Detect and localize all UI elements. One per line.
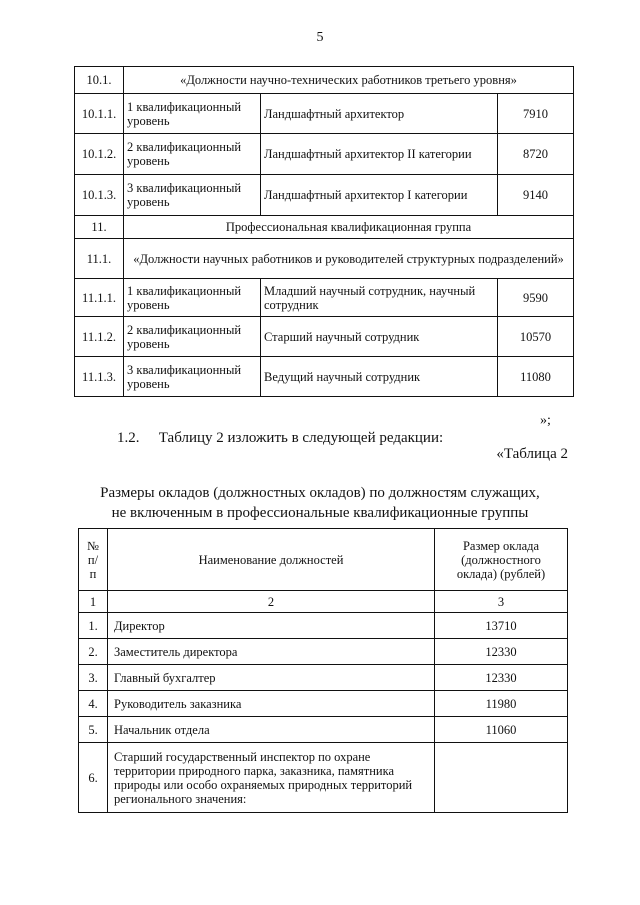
group-title: Профессиональная квалификационная группа [124,216,574,239]
group-row [75,239,574,279]
qualification-table [74,66,574,397]
salary-value: 11980 [435,691,568,717]
salary-value: 13710 [435,613,568,639]
position-name: Старший государственный инспектор по охране территории природного парка, заказника, памятника природы или особо охраняемых природных территорий регионального значения: [108,743,435,813]
coefficient-value: 9140 [498,175,574,216]
paragraph-text: Таблицу 2 изложить в следующей редакции: [158,430,444,446]
amendment-paragraph [117,430,443,447]
group-row [75,67,574,94]
row-number: 4. [79,691,108,717]
row-number: 10.1. [75,67,124,94]
qualification-row [75,94,574,134]
qualification-level: 2 квалификационный уровень [124,317,261,357]
qualification-level: 1 квалификационный уровень [124,94,261,134]
closing-quote: »; [540,413,551,428]
row-number: 11.1.3. [75,357,124,397]
column-number: 3 [435,591,568,613]
salary-table-header-row [79,529,568,591]
paragraph-number: 1.2. [117,430,140,446]
position-name: Младший научный сотрудник, научный сотрудник [261,279,498,317]
column-number: 2 [108,591,435,613]
salary-table-body [79,613,568,813]
coefficient-value: 11080 [498,357,574,397]
header-num: № п/п [79,529,108,591]
group-row [75,216,574,239]
group-title: «Должности научных работников и руководителей структурных подразделений» [124,239,574,279]
salary-value [435,743,568,813]
qualification-row [75,175,574,216]
row-number: 11.1.1. [75,279,124,317]
qualification-row [75,134,574,175]
row-number: 5. [79,717,108,743]
coefficient-value: 10570 [498,317,574,357]
position-name: Ландшафтный архитектор II категории [261,134,498,175]
position-name: Ландшафтный архитектор I категории [261,175,498,216]
group-title: «Должности научно-технических работников третьего уровня» [124,67,574,94]
position-name: Ландшафтный архитектор [261,94,498,134]
qualification-row [75,317,574,357]
row-number: 10.1.1. [75,94,124,134]
salary-value: 12330 [435,639,568,665]
position-name: Главный бухгалтер [108,665,435,691]
salary-value: 12330 [435,665,568,691]
header-salary: Размер оклада (должностного оклада) (рублей) [435,529,568,591]
position-name: Директор [108,613,435,639]
page-number: 5 [316,30,324,45]
salary-row [79,743,568,813]
position-name: Заместитель директора [108,639,435,665]
salary-table [78,528,568,813]
row-number: 10.1.3. [75,175,124,216]
table-heading-line: не включенным в профессиональные квалификационные группы [111,505,529,521]
row-number: 11.1. [75,239,124,279]
row-number: 11.1.2. [75,317,124,357]
column-number-row [79,591,568,613]
qualification-level: 1 квалификационный уровень [124,279,261,317]
row-number: 1. [79,613,108,639]
salary-row [79,613,568,639]
header-name: Наименование должностей [108,529,435,591]
qualification-level: 3 квалификационный уровень [124,175,261,216]
qualification-level: 3 квалификационный уровень [124,357,261,397]
position-name: Старший научный сотрудник [261,317,498,357]
qualification-row [75,357,574,397]
row-number: 10.1.2. [75,134,124,175]
salary-row [79,717,568,743]
qualification-table-body [75,67,574,397]
table-heading-line: Размеры окладов (должностных окладов) по должностям служащих, [100,485,540,501]
coefficient-value: 8720 [498,134,574,175]
row-number: 11. [75,216,124,239]
salary-row [79,691,568,717]
position-name: Руководитель заказника [108,691,435,717]
qualification-row [75,279,574,317]
column-number: 1 [79,591,108,613]
row-number: 3. [79,665,108,691]
salary-value: 11060 [435,717,568,743]
salary-row [79,665,568,691]
coefficient-value: 9590 [498,279,574,317]
row-number: 2. [79,639,108,665]
row-number: 6. [79,743,108,813]
salary-row [79,639,568,665]
coefficient-value: 7910 [498,94,574,134]
position-name: Начальник отдела [108,717,435,743]
table-caption: «Таблица 2 [496,446,568,462]
qualification-level: 2 квалификационный уровень [124,134,261,175]
table-heading [0,483,640,523]
position-name: Ведущий научный сотрудник [261,357,498,397]
